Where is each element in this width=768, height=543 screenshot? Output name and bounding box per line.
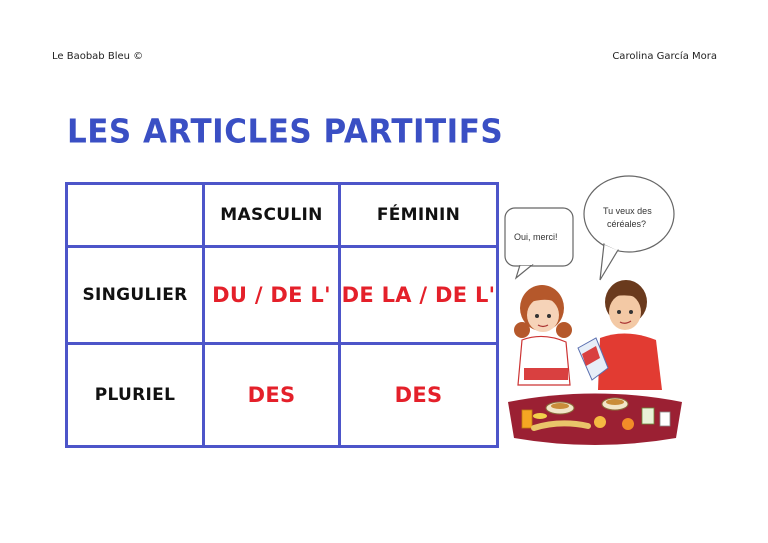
cell-singulier-feminin: DE LA / DE L'	[340, 246, 498, 343]
column-header-feminin: FÉMININ	[340, 184, 498, 247]
page-title: LES ARTICLES PARTITIFS	[67, 113, 504, 151]
breakfast-table	[508, 394, 682, 446]
partitive-articles-table	[65, 182, 499, 448]
corner-cell	[67, 184, 204, 247]
row-header-singulier: SINGULIER	[67, 246, 204, 343]
table-row	[67, 343, 498, 446]
boy-speech-bubble	[584, 176, 674, 280]
row-header-pluriel: PLURIEL	[67, 343, 204, 446]
header-left: Le Baobab Bleu ©	[52, 51, 144, 62]
bubble-boy-line2: céréales?	[607, 219, 647, 229]
bubble-girl-text: Oui, merci!	[514, 232, 558, 242]
header-right: Carolina García Mora	[612, 51, 717, 62]
bubble-boy-line1: Tu veux des	[603, 206, 652, 216]
cell-pluriel-feminin: DES	[340, 343, 498, 446]
girl-figure	[514, 285, 572, 385]
cell-singulier-masculin: DU / DE L'	[204, 246, 340, 343]
girl-speech-bubble	[505, 208, 573, 278]
cell-pluriel-masculin: DES	[204, 343, 340, 446]
table-row	[67, 246, 498, 343]
column-header-masculin: MASCULIN	[204, 184, 340, 247]
table-header-row	[67, 184, 498, 247]
boy-figure	[598, 280, 662, 390]
breakfast-illustration	[500, 170, 690, 455]
